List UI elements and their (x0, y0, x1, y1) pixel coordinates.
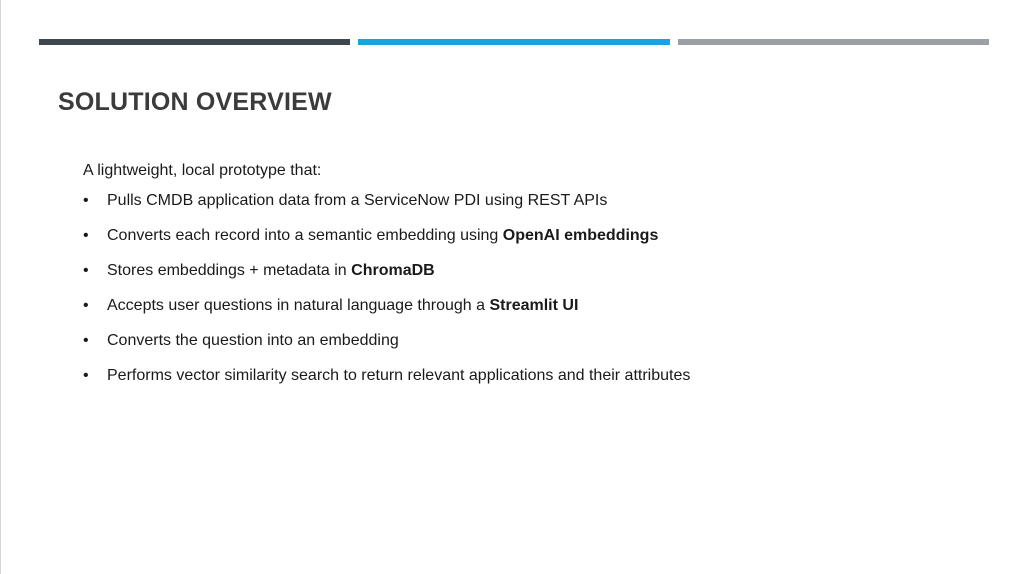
bullet-icon: • (83, 297, 89, 314)
slide-content (83, 160, 963, 400)
accent-bar-blue (358, 39, 669, 45)
bullet-text: Converts the question into an embedding (107, 332, 399, 349)
accent-bars (39, 39, 989, 45)
list-item (83, 260, 963, 295)
bullet-bold-text: ChromaDB (351, 262, 435, 279)
bullet-bold-text: Streamlit UI (489, 297, 579, 314)
bullet-icon: • (83, 332, 89, 349)
list-item (83, 330, 963, 365)
slide-title: SOLUTION OVERVIEW (58, 88, 332, 116)
list-item (83, 190, 963, 225)
bullet-text: Performs vector similarity search to return relevant applications and their attributes (107, 367, 691, 384)
bullet-icon: • (83, 262, 89, 279)
bullet-icon: • (83, 192, 89, 209)
bullet-text: Stores embeddings + metadata in (107, 262, 352, 279)
bullet-icon: • (83, 367, 89, 384)
intro-text: A lightweight, local prototype that: (83, 162, 322, 179)
list-item (83, 225, 963, 260)
accent-bar-dark (39, 39, 350, 45)
bullet-text: Accepts user questions in natural language through a (107, 297, 490, 314)
bullet-list (83, 190, 963, 400)
accent-bar-gray (678, 39, 989, 45)
bullet-bold-text: OpenAI embeddings (502, 227, 659, 244)
bullet-text: Converts each record into a semantic embedding using (107, 227, 503, 244)
list-item (83, 295, 963, 330)
bullet-icon: • (83, 227, 89, 244)
list-item (83, 365, 963, 400)
bullet-text: Pulls CMDB application data from a ServiceNow PDI using REST APIs (107, 192, 608, 209)
